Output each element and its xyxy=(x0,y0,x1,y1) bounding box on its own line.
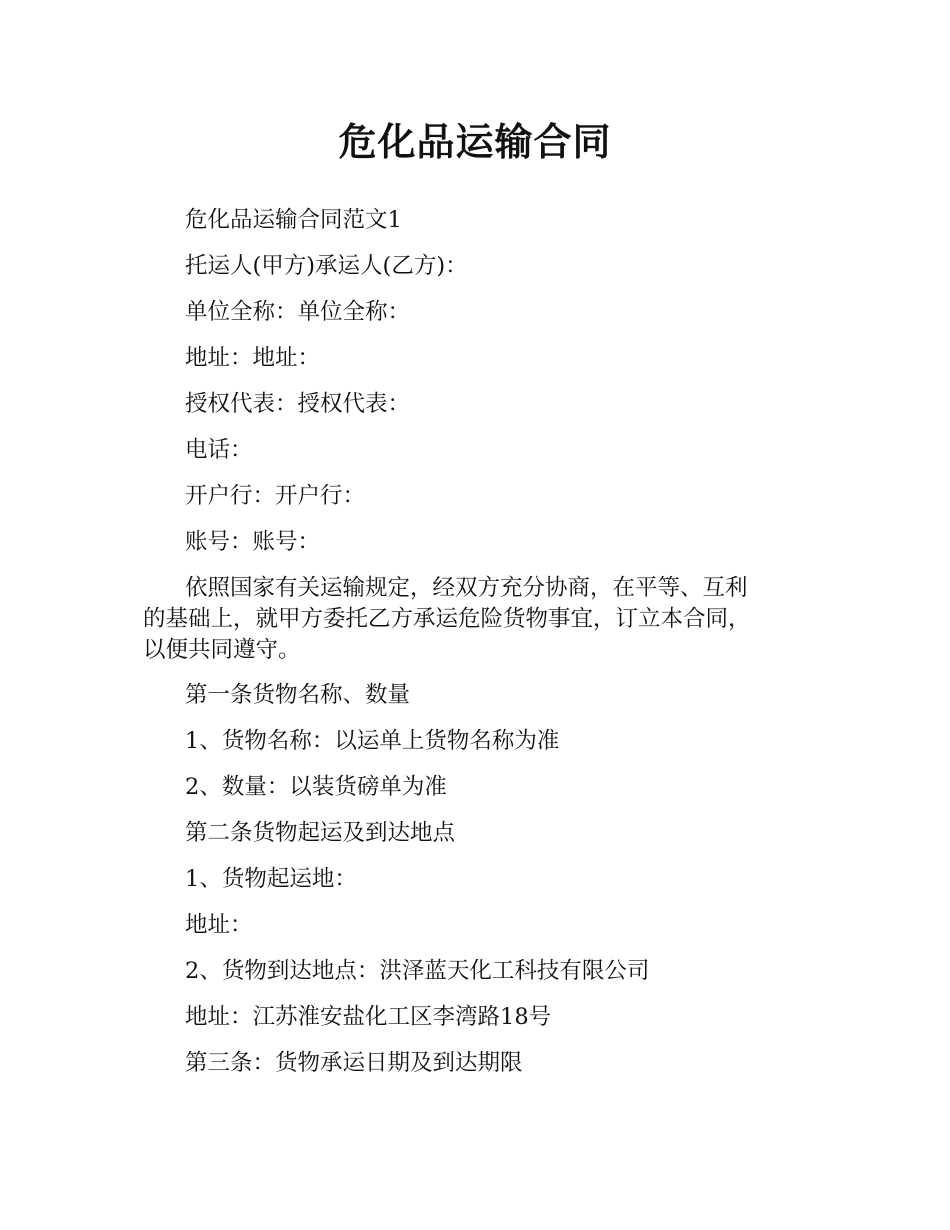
article-2-item-2: 2、货物到达地点：洪泽蓝天化工科技有限公司 xyxy=(185,958,650,984)
article-2-heading: 第二条货物起运及到达地点 xyxy=(185,820,456,846)
paragraph-representative: 授权代表：授权代表： xyxy=(185,391,411,417)
article-2-item-1: 1、货物起运地： xyxy=(185,866,357,892)
article-2-address-1: 地址： xyxy=(185,912,253,938)
article-2-address-2: 地址：江苏淮安盐化工区李湾路18号 xyxy=(185,1004,552,1030)
article-1-item-1: 1、货物名称：以运单上货物名称为准 xyxy=(185,728,560,754)
paragraph-parties: 托运人(甲方)承运人(乙方)： xyxy=(185,253,468,279)
article-3-heading: 第三条：货物承运日期及到达期限 xyxy=(185,1050,523,1076)
paragraph-heading-sample: 危化品运输合同范文1 xyxy=(185,207,402,233)
article-1-heading: 第一条货物名称、数量 xyxy=(185,682,411,708)
paragraph-line: 依照国家有关运输规定，经双方充分协商，在平等、互利 xyxy=(185,575,748,601)
paragraph-account: 账号：账号： xyxy=(185,529,321,555)
paragraph-bank: 开户行：开户行： xyxy=(185,483,366,509)
paragraph-line: 的基础上，就甲方委托乙方承运危险货物事宜，订立本合同， xyxy=(143,606,751,632)
paragraph-agreement-basis xyxy=(143,573,813,666)
paragraph-phone: 电话： xyxy=(185,437,253,463)
paragraph-line: 以便共同遵守。 xyxy=(143,637,301,663)
document-title: 危化品运输合同 xyxy=(338,120,612,164)
paragraph-address: 地址：地址： xyxy=(185,345,321,371)
paragraph-unit-name: 单位全称：单位全称： xyxy=(185,299,411,325)
article-1-item-2: 2、数量：以装货磅单为准 xyxy=(185,774,447,800)
